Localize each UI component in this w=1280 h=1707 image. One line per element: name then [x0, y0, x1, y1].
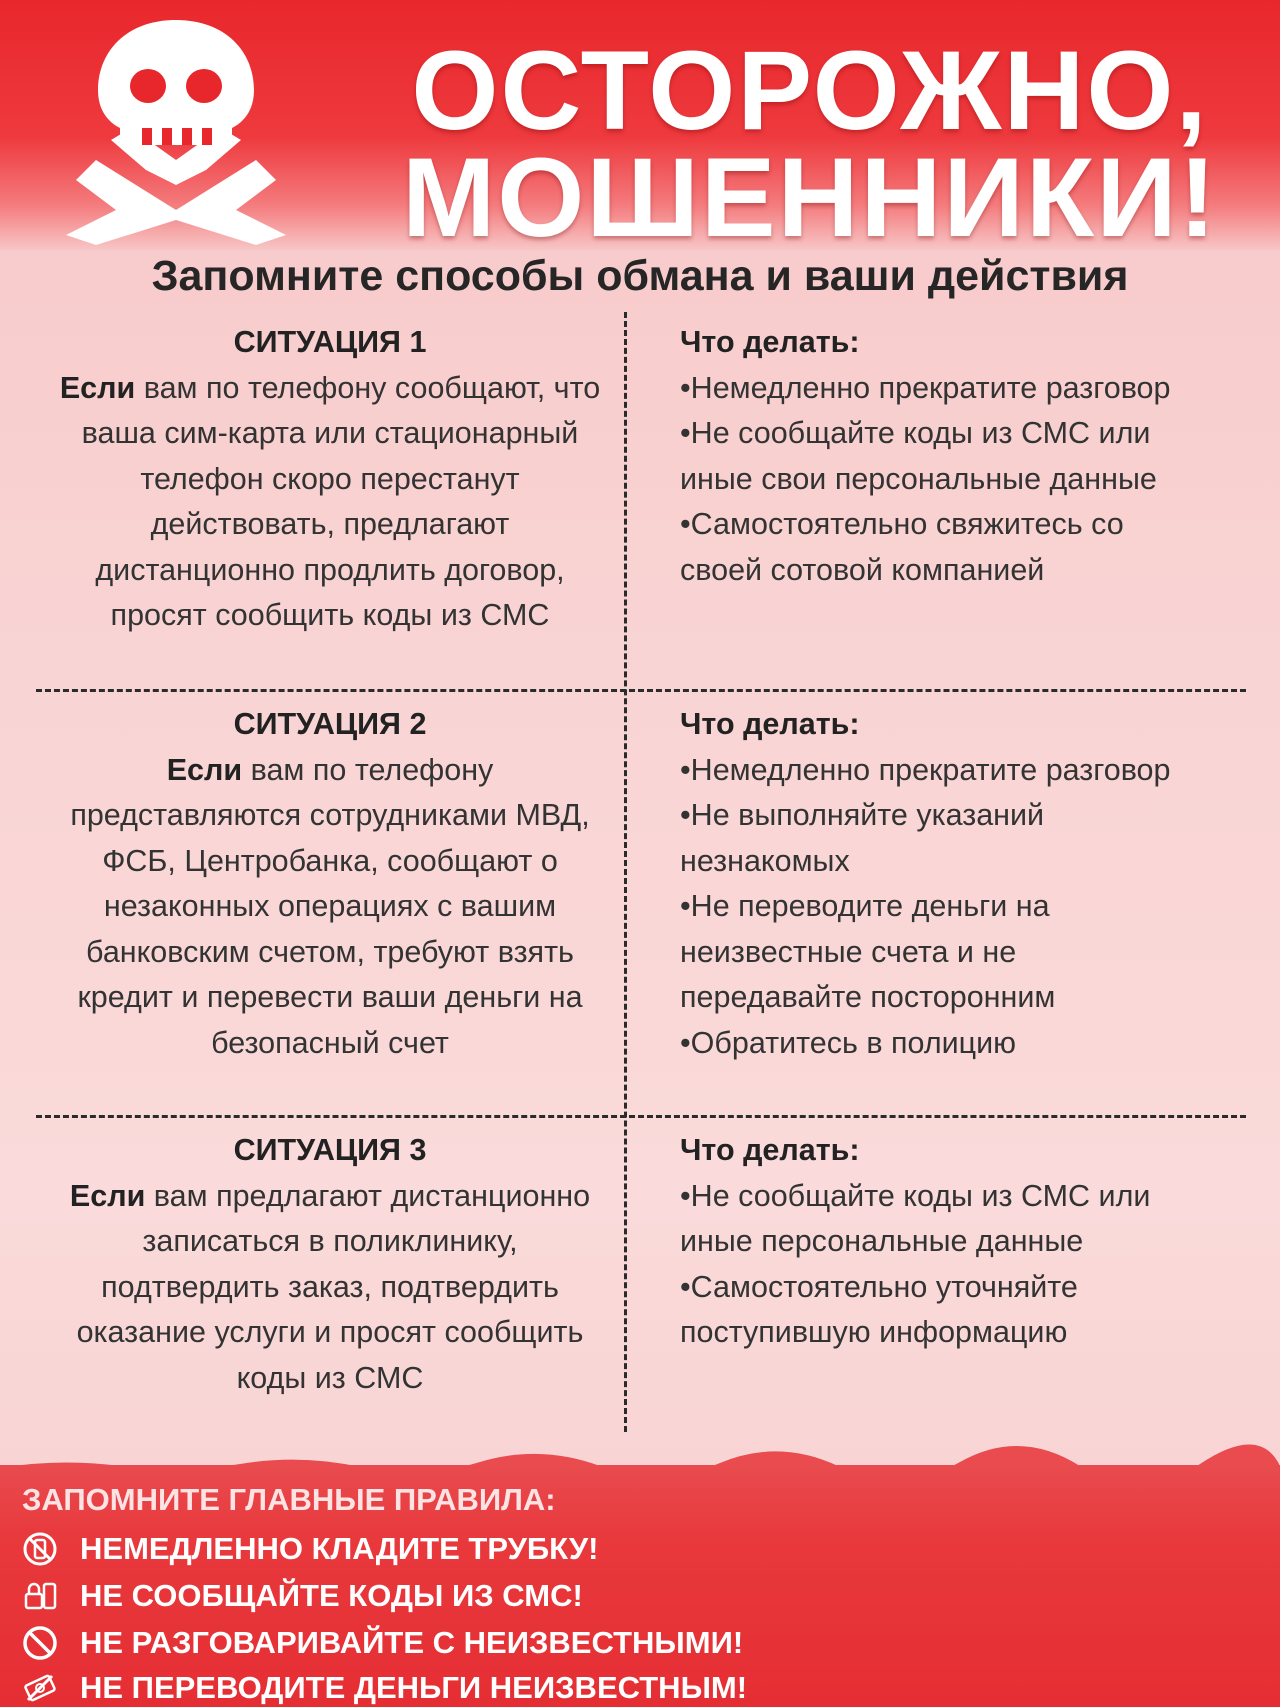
todo-title: Что делать:	[680, 325, 860, 359]
rule-item	[22, 1666, 747, 1707]
row-divider-2	[36, 1115, 1246, 1118]
situation-lead: Если	[166, 752, 243, 787]
todo-title: Что делать:	[680, 707, 860, 741]
todo-item: своей сотовой компанией	[680, 552, 1045, 587]
todo-1	[680, 320, 1280, 593]
situation-title: СИТУАЦИЯ 3	[233, 1133, 427, 1167]
todo-item: •Не сообщайте коды из СМС или	[680, 416, 1151, 450]
rules-title: ЗАПОМНИТЕ ГЛАВНЫЕ ПРАВИЛА:	[22, 1482, 556, 1517]
todo-item: незнакомых	[680, 843, 850, 878]
rule-item	[22, 1527, 598, 1571]
skull-crossbones-icon	[56, 10, 296, 250]
todo-item: •Не переводите деньги на	[680, 889, 1050, 923]
todo-item: •Немедленно прекратите разговор	[680, 370, 1171, 405]
prohibited-icon	[22, 1625, 58, 1661]
todo-item: •Немедленно прекратите разговор	[680, 752, 1171, 787]
title-line-1: ОСТОРОЖНО,	[411, 28, 1209, 153]
todo-title: Что делать:	[680, 1133, 860, 1167]
situation-title: СИТУАЦИЯ 1	[233, 325, 427, 359]
situation-3	[50, 1128, 610, 1401]
todo-2	[680, 702, 1280, 1066]
subtitle: Запомните способы обмана и ваши действия	[151, 252, 1129, 300]
situation-1	[50, 320, 610, 639]
no-money-icon	[22, 1670, 58, 1706]
todo-item: неизвестные счета и не	[680, 934, 1017, 969]
todo-item: иные свои персональные данные	[680, 461, 1157, 496]
todo-item: иные персональные данные	[680, 1224, 1084, 1258]
todo-item: •Самостоятельно свяжитесь со	[680, 507, 1124, 541]
situation-2	[50, 702, 610, 1066]
situation-lead: Если	[59, 370, 136, 405]
column-divider	[624, 312, 627, 1432]
todo-item: •Самостоятельно уточняйте	[680, 1269, 1078, 1304]
situation-title: СИТУАЦИЯ 2	[233, 707, 427, 741]
todo-item: •Не выполняйте указаний	[680, 798, 1045, 832]
rule-text: НЕ РАЗГОВАРИВАЙТЕ С НЕИЗВЕСТНЫМИ!	[80, 1625, 744, 1660]
situation-text: вам по телефону представляются сотрудниками МВД, ФСБ, Центробанка, сообщают о незаконных операциях с вашим банковским счетом, требуют взять кредит и перевести ваши деньги на безопасный счет	[70, 752, 590, 1060]
row-divider-1	[36, 689, 1246, 692]
todo-item: •Не сообщайте коды из СМС или	[680, 1178, 1151, 1213]
rule-text: НЕ ПЕРЕВОДИТЕ ДЕНЬГИ НЕИЗВЕСТНЫМ!	[80, 1670, 748, 1705]
lock-phone-icon	[22, 1578, 58, 1614]
rule-item	[22, 1621, 743, 1665]
no-phone-icon	[22, 1531, 58, 1567]
rule-text: НЕ СООБЩАЙТЕ КОДЫ ИЗ СМС!	[80, 1578, 583, 1613]
todo-3	[680, 1128, 1280, 1356]
todo-item: передавайте посторонним	[680, 980, 1056, 1014]
todo-item: поступившую информацию	[680, 1315, 1068, 1349]
rule-item	[22, 1574, 583, 1618]
situation-text: вам предлагают дистанционно записаться в поликлинику, подтвердить заказ, подтвердить оказание услуги и просят сообщить коды из СМС	[76, 1178, 591, 1395]
todo-item: •Обратитесь в полицию	[680, 1025, 1017, 1060]
header-banner	[0, 0, 1280, 260]
situation-text: вам по телефону сообщают, что ваша сим-карта или стационарный телефон скоро перестанут действовать, предлагают дистанционно продлить договор, просят сообщить коды из СМС	[81, 370, 601, 632]
rule-text: НЕМЕДЛЕННО КЛАДИТЕ ТРУБКУ!	[80, 1531, 599, 1566]
situation-lead: Если	[69, 1178, 146, 1213]
title-line-2: МОШЕННИКИ!	[401, 135, 1219, 260]
